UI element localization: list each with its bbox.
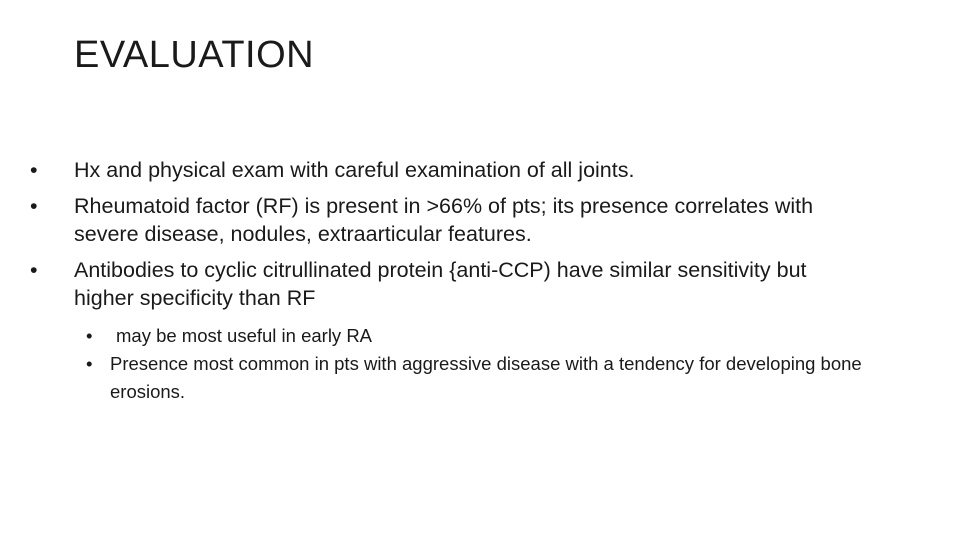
bullet-item — [28, 156, 854, 184]
slide-content — [28, 156, 928, 406]
sub-bullet-icon: • — [86, 353, 93, 374]
sub-bullet-list — [28, 322, 928, 406]
bullet-icon: • — [30, 158, 38, 182]
sub-bullet-text: Presence most common in pts with aggressive disease with a tendency for developing bone erosions. — [110, 353, 862, 402]
bullet-icon: • — [30, 194, 38, 218]
sub-bullet-icon: • — [86, 325, 93, 346]
bullet-item — [28, 192, 854, 248]
bullet-text: Antibodies to cyclic citrullinated protein {anti-CCP) have similar sensitivity but higher specificity than RF — [74, 258, 807, 310]
slide-title: EVALUATION — [74, 34, 315, 76]
bullet-text: Hx and physical exam with careful examination of all joints. — [74, 158, 635, 182]
bullet-item — [28, 256, 854, 312]
bullet-text: Rheumatoid factor (RF) is present in >66% of pts; its presence correlates with severe disease, nodules, extraarticular features. — [74, 194, 814, 246]
bullet-icon: • — [30, 258, 38, 282]
sub-bullet-item — [28, 350, 890, 406]
sub-bullet-item — [28, 322, 890, 350]
sub-bullet-text: may be most useful in early RA — [116, 325, 373, 346]
